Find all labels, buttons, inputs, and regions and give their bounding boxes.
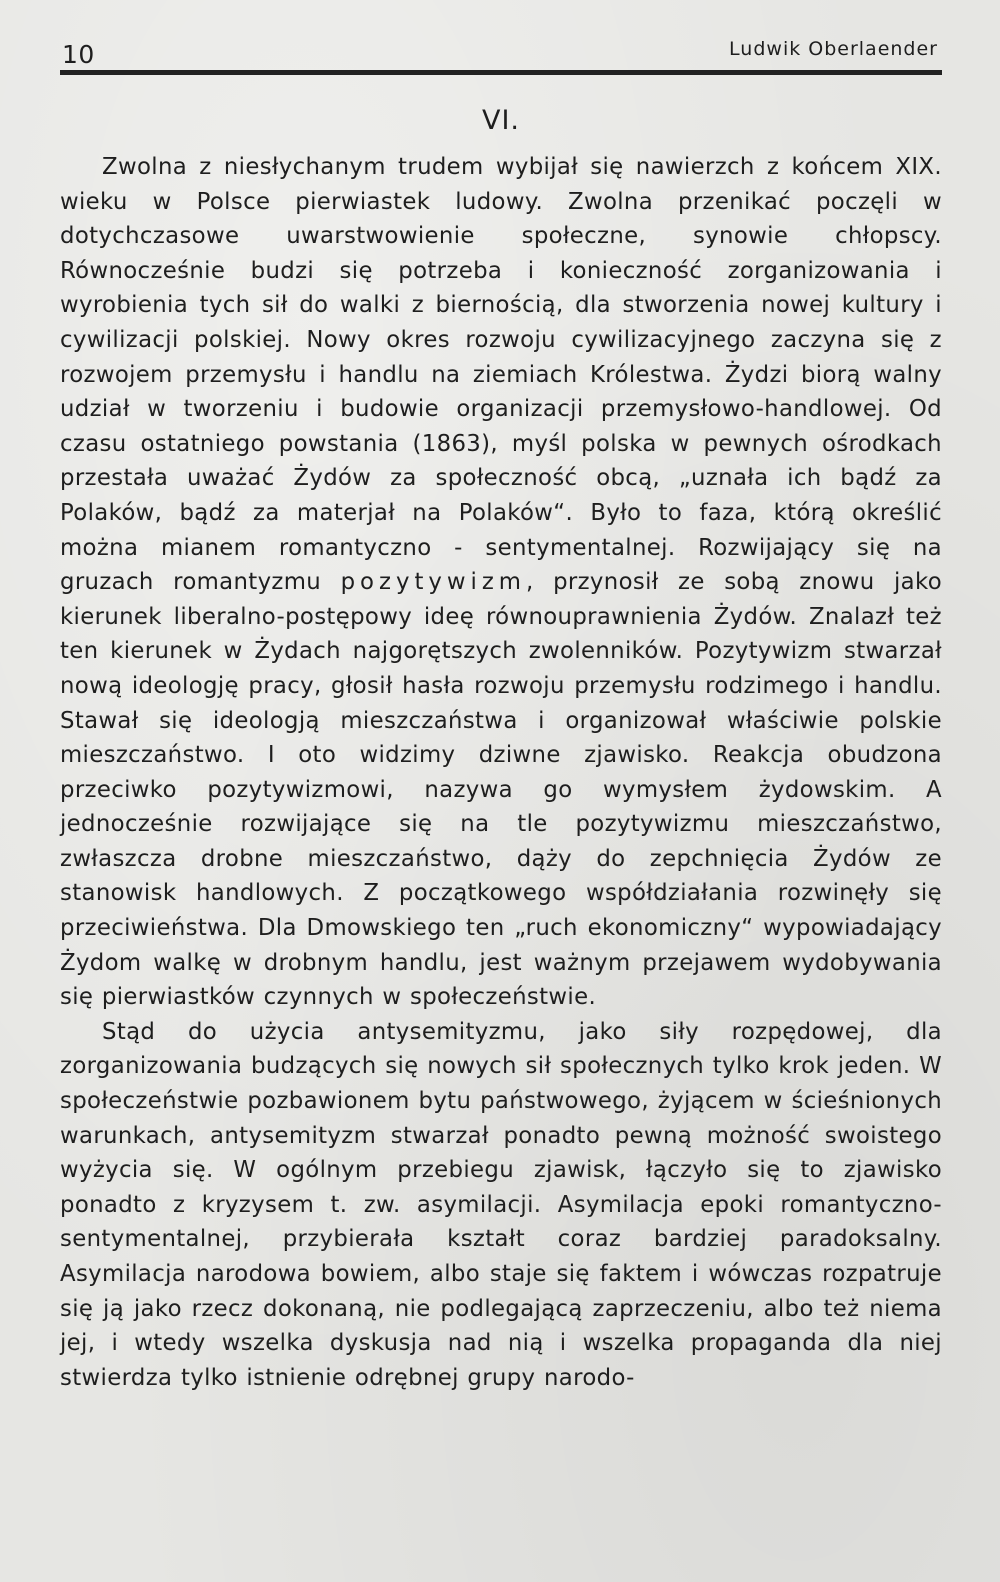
page-header	[60, 38, 942, 69]
body-text	[60, 150, 942, 1395]
paragraph-1-text-after: , przynosił ze sobą znowu jako kierunek liberalno-postępowy ideę równouprawnienia Żydów. Znalazł też ten kierunek w Żydach najgorętszych zwolenników. Pozytywizm stwarzał nową ideologję pracy, głosił hasła rozwoju przemysłu rodzimego i handlu. Stawał się ideologją mieszczaństwa i organizował właściwie polskie mieszczaństwo. I oto widzimy dziwne zjawisko. Reakcja obudzona przeciwko pozytywizmowi, nazywa go wymysłem żydowskim. A jednocześnie rozwijające się na tle pozytywizmu mieszczaństwo, zwłaszcza drobne mieszczaństwo, dąży do zepchnięcia Żydów ze stanowisk handlowych. Z początkowego współdziałania rozwinęły się przeciwieństwa. Dla Dmowskiego ten „ruch ekonomiczny“ wypowiadający Żydom walkę w drobnym handlu, jest ważnym przejawem wydobywania się pierwiastków czynnych w społeczeństwie.	[60, 569, 942, 1011]
running-head-author: Ludwik Oberlaender	[729, 38, 938, 60]
page-number: 10	[62, 40, 95, 69]
section-title: VI.	[481, 105, 520, 136]
paragraph-2: Stąd do użycia antysemityzmu, jako siły rozpędowej, dla zorganizowania budzących się nowych sił społecznych tylko krok jeden. W społeczeństwie pozbawionem bytu państwowego, żyjącem w ścieśnionych warunkach, antysemityzm stwarzał ponadto pewną możność swoistego wyżycia się. W ogólnym przebiegu zjawisk, łączyło się to zjawisko ponadto z kryzysem t. zw. asymilacji. Asymilacja epoki romantyczno-sentymentalnej, przybierała kształt coraz bardziej paradoksalny. Asymilacja narodowa bowiem, albo staje się faktem i wówczas rozpatruje się ją jako rzecz dokonaną, nie podlegającą zaprzeczeniu, albo też niema jej, i wtedy wszelka dyskusja nad nią i wszelka propaganda dla niej stwierdza tylko istnienie odrębnej grupy narodo-	[60, 1018, 942, 1391]
paragraph-1-text-before: Zwolna z niesłychanym trudem wybijał się nawierzch z końcem XIX. wieku w Polsce pierwiastek ludowy. Zwolna przenikać poczęli w dotychczasowe uwarstwowienie społeczne, synowie chłopscy. Równocześnie budzi się potrzeba i konieczność zorganizowania i wyrobienia tych sił do walki z biernością, dla stworzenia nowej kultury i cywilizacji polskiej. Nowy okres rozwoju cywilizacyjnego zaczyna się z rozwojem przemysłu i handlu na ziemiach Królestwa. Żydzi biorą walny udział w tworzeniu i budowie organizacji przemysłowo-handlowej. Od czasu ostatniego powstania (1863), myśl polska w pewnych ośrodkach przestała uważać Żydów za społeczność obcą, „uznała ich bądź za Polaków, bądź za materjał na Polaków“. Było to faza, którą określić można mianem romantyczno - sentymentalnej. Rozwijający się na gruzach romantyzmu	[60, 154, 942, 596]
emphasized-word-pozytywizm: pozytywizm	[340, 569, 527, 596]
header-rule	[60, 70, 942, 75]
paragraph-1	[60, 150, 942, 1015]
